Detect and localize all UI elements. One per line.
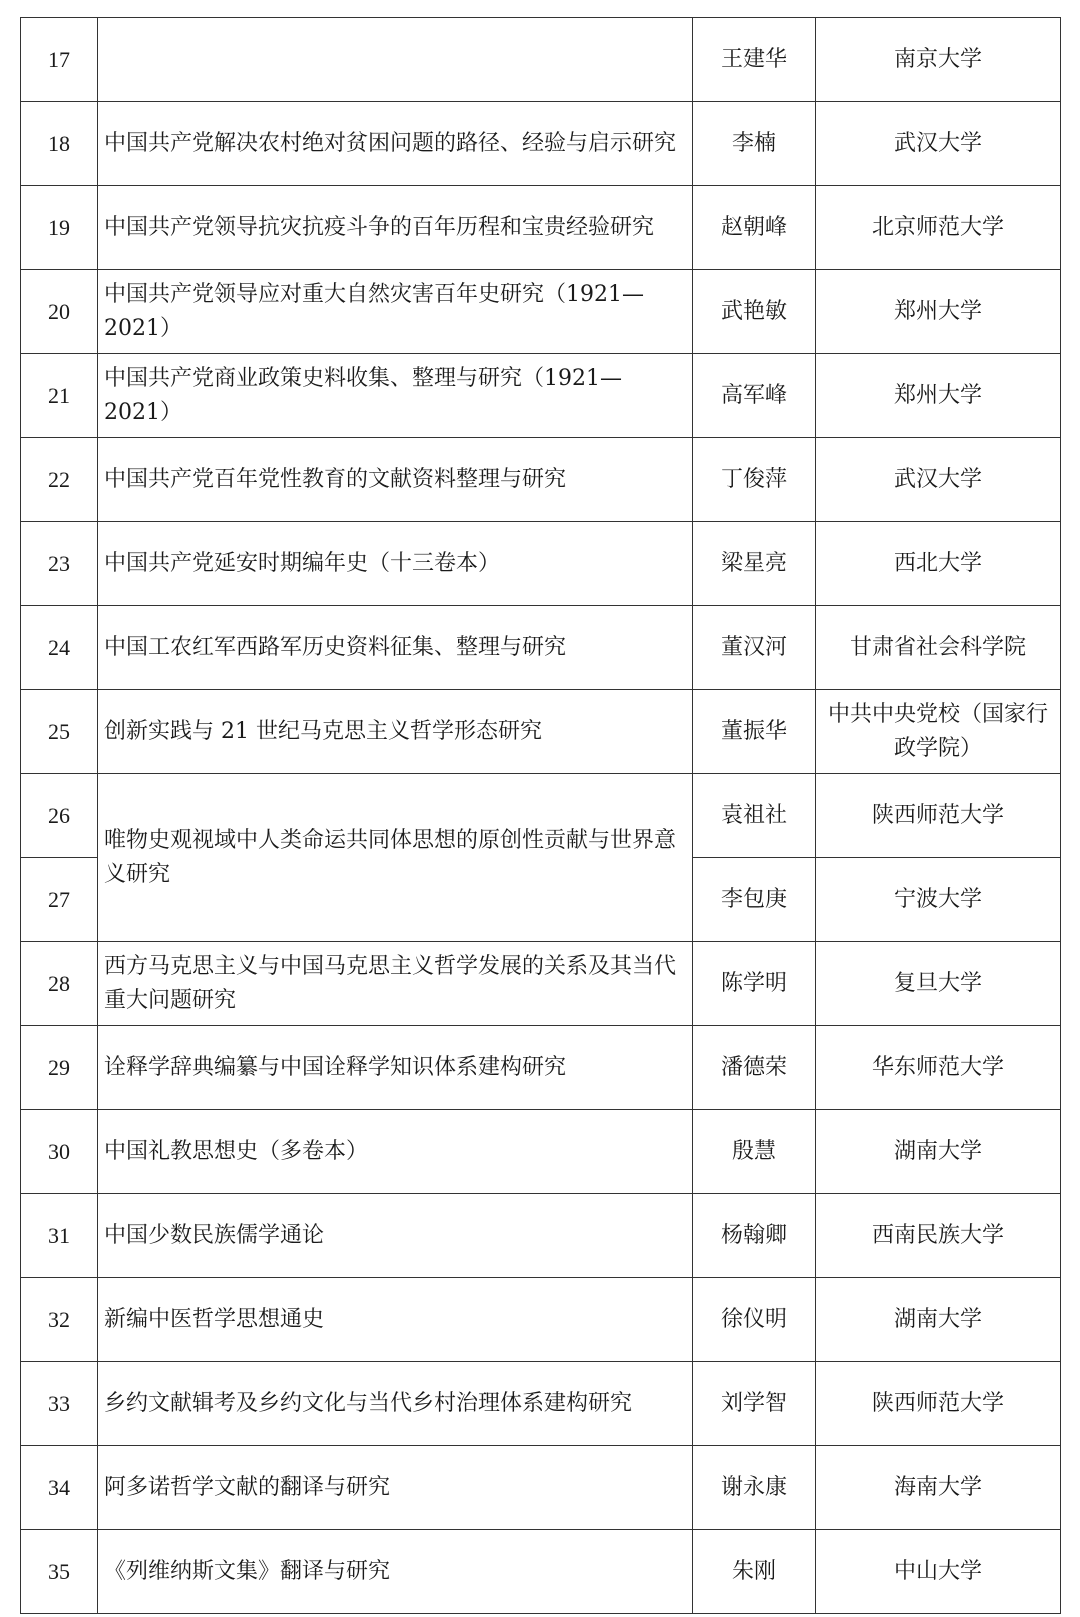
principal-investigator: 李楠 <box>693 102 816 186</box>
table-row <box>21 522 1061 606</box>
table-row <box>21 186 1061 270</box>
row-number: 35 <box>21 1530 98 1614</box>
table-row <box>21 690 1061 774</box>
table-row <box>21 1194 1061 1278</box>
row-number: 17 <box>21 18 98 102</box>
project-title: 中国共产党解决农村绝对贫困问题的路径、经验与启示研究 <box>98 102 693 186</box>
row-number: 20 <box>21 270 98 354</box>
table-row <box>21 942 1061 1026</box>
row-number: 27 <box>21 858 98 942</box>
project-title: 诠释学辞典编纂与中国诠释学知识体系建构研究 <box>98 1026 693 1110</box>
row-number: 21 <box>21 354 98 438</box>
row-number: 23 <box>21 522 98 606</box>
project-title: 中国工农红军西路军历史资料征集、整理与研究 <box>98 606 693 690</box>
project-title: 中国共产党领导应对重大自然灾害百年史研究（1921—2021） <box>98 270 693 354</box>
row-number: 32 <box>21 1278 98 1362</box>
affiliation: 海南大学 <box>816 1446 1061 1530</box>
affiliation: 陕西师范大学 <box>816 774 1061 858</box>
row-number: 26 <box>21 774 98 858</box>
table-row <box>21 1278 1061 1362</box>
project-title: 中国共产党领导抗灾抗疫斗争的百年历程和宝贵经验研究 <box>98 186 693 270</box>
project-title: 唯物史观视域中人类命运共同体思想的原创性贡献与世界意义研究 <box>98 774 693 942</box>
affiliation: 西北大学 <box>816 522 1061 606</box>
row-number: 33 <box>21 1362 98 1446</box>
project-table <box>20 17 1061 1614</box>
row-number: 31 <box>21 1194 98 1278</box>
affiliation: 中山大学 <box>816 1530 1061 1614</box>
principal-investigator: 梁星亮 <box>693 522 816 606</box>
row-number: 22 <box>21 438 98 522</box>
project-title: 中国共产党商业政策史料收集、整理与研究（1921—2021） <box>98 354 693 438</box>
project-title: 中国礼教思想史（多卷本） <box>98 1110 693 1194</box>
affiliation: 复旦大学 <box>816 942 1061 1026</box>
affiliation: 湖南大学 <box>816 1278 1061 1362</box>
project-title: 中国共产党百年党性教育的文献资料整理与研究 <box>98 438 693 522</box>
affiliation: 郑州大学 <box>816 270 1061 354</box>
principal-investigator: 袁祖社 <box>693 774 816 858</box>
row-number: 30 <box>21 1110 98 1194</box>
affiliation: 西南民族大学 <box>816 1194 1061 1278</box>
principal-investigator: 赵朝峰 <box>693 186 816 270</box>
principal-investigator: 殷慧 <box>693 1110 816 1194</box>
affiliation: 华东师范大学 <box>816 1026 1061 1110</box>
principal-investigator: 王建华 <box>693 18 816 102</box>
table-row <box>21 1446 1061 1530</box>
principal-investigator: 高军峰 <box>693 354 816 438</box>
row-number: 19 <box>21 186 98 270</box>
project-title: 乡约文献辑考及乡约文化与当代乡村治理体系建构研究 <box>98 1362 693 1446</box>
table-row <box>21 102 1061 186</box>
project-title: 阿多诺哲学文献的翻译与研究 <box>98 1446 693 1530</box>
principal-investigator: 刘学智 <box>693 1362 816 1446</box>
row-number: 18 <box>21 102 98 186</box>
affiliation: 南京大学 <box>816 18 1061 102</box>
affiliation: 中共中央党校（国家行政学院） <box>816 690 1061 774</box>
affiliation: 陕西师范大学 <box>816 1362 1061 1446</box>
principal-investigator: 李包庚 <box>693 858 816 942</box>
row-number: 25 <box>21 690 98 774</box>
table-row <box>21 774 1061 858</box>
project-table-body <box>21 18 1061 1614</box>
table-row <box>21 18 1061 102</box>
table-row <box>21 1530 1061 1614</box>
project-title: 新编中医哲学思想通史 <box>98 1278 693 1362</box>
principal-investigator: 丁俊萍 <box>693 438 816 522</box>
table-row <box>21 438 1061 522</box>
principal-investigator: 谢永康 <box>693 1446 816 1530</box>
table-row <box>21 354 1061 438</box>
principal-investigator: 董汉河 <box>693 606 816 690</box>
row-number: 24 <box>21 606 98 690</box>
project-title: 中国共产党延安时期编年史（十三卷本） <box>98 522 693 606</box>
table-row <box>21 1362 1061 1446</box>
principal-investigator: 董振华 <box>693 690 816 774</box>
row-number: 29 <box>21 1026 98 1110</box>
principal-investigator: 武艳敏 <box>693 270 816 354</box>
affiliation: 武汉大学 <box>816 438 1061 522</box>
affiliation: 湖南大学 <box>816 1110 1061 1194</box>
affiliation: 武汉大学 <box>816 102 1061 186</box>
project-title: 中国少数民族儒学通论 <box>98 1194 693 1278</box>
principal-investigator: 杨翰卿 <box>693 1194 816 1278</box>
principal-investigator: 陈学明 <box>693 942 816 1026</box>
table-row <box>21 1026 1061 1110</box>
row-number: 28 <box>21 942 98 1026</box>
project-title: 创新实践与 21 世纪马克思主义哲学形态研究 <box>98 690 693 774</box>
principal-investigator: 潘德荣 <box>693 1026 816 1110</box>
affiliation: 甘肃省社会科学院 <box>816 606 1061 690</box>
affiliation: 宁波大学 <box>816 858 1061 942</box>
project-title: 《列维纳斯文集》翻译与研究 <box>98 1530 693 1614</box>
table-row <box>21 270 1061 354</box>
affiliation: 北京师范大学 <box>816 186 1061 270</box>
affiliation: 郑州大学 <box>816 354 1061 438</box>
table-row <box>21 606 1061 690</box>
principal-investigator: 朱刚 <box>693 1530 816 1614</box>
table-row <box>21 1110 1061 1194</box>
project-title: 西方马克思主义与中国马克思主义哲学发展的关系及其当代重大问题研究 <box>98 942 693 1026</box>
principal-investigator: 徐仪明 <box>693 1278 816 1362</box>
row-number: 34 <box>21 1446 98 1530</box>
project-title <box>98 18 693 102</box>
